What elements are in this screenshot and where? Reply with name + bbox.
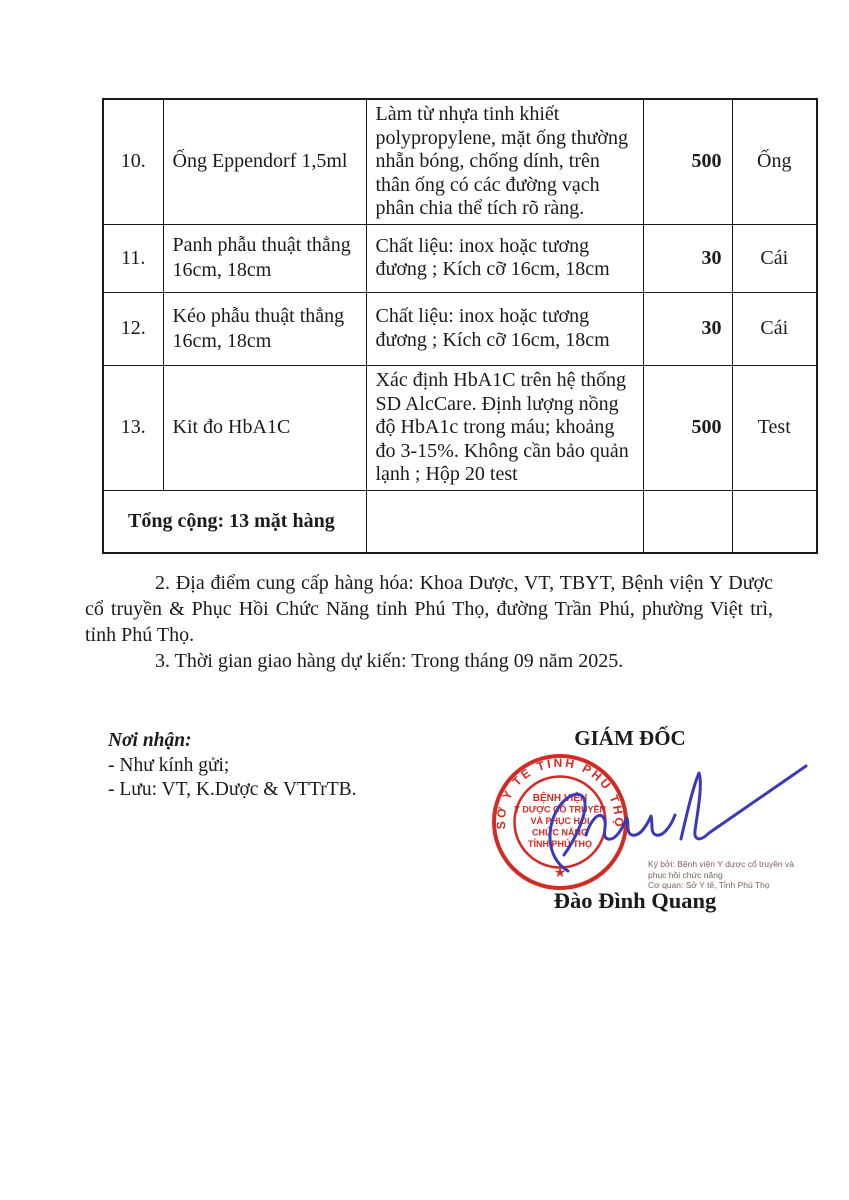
item-name: Kit đo HbA1C	[163, 365, 366, 490]
stamp-star-icon: ★	[553, 864, 567, 880]
item-spec: Chất liệu: inox hoặc tương đương ; Kích cỡ 16cm, 18cm	[366, 292, 643, 365]
table-row	[103, 292, 817, 365]
item-name: Ống Eppendorf 1,5ml	[163, 99, 366, 224]
item-name: Panh phẫu thuật thẳng 16cm, 18cm	[163, 224, 366, 292]
stamp-line: CHỨC NĂNG	[532, 827, 588, 838]
items-table	[102, 98, 818, 554]
item-spec: Làm từ nhựa tinh khiết polypropylene, mặt ống thường nhẵn bóng, chống dính, trên thân ống có các đường vạch phân chia thể tích rõ ràng.	[366, 99, 643, 224]
empty-cell	[366, 490, 643, 553]
digital-signature-info	[648, 859, 800, 891]
table-row	[103, 99, 817, 224]
row-number: 13.	[103, 365, 163, 490]
stamp-line: TỈNH PHÚ THỌ	[528, 839, 592, 849]
stamp-line: BỆNH VIỆN	[532, 793, 588, 804]
stamp-ring-text: SỞ Y TẾ TỈNH PHÚ THỌ	[493, 755, 627, 830]
signing-agency-text: Cơ quan: Sở Y tế, Tỉnh Phú Thọ	[648, 880, 770, 890]
item-quantity: 30	[643, 224, 732, 292]
recipients-block	[108, 729, 356, 803]
signer-name: Đào Đình Quang	[553, 888, 717, 913]
row-number: 10.	[103, 99, 163, 224]
empty-cell	[643, 490, 732, 553]
recipients-title: Nơi nhận:	[108, 730, 192, 751]
director-title: GIÁM ĐỐC	[574, 726, 686, 750]
item-spec: Xác định HbA1C trên hệ thống SD AlcCare. Định lượng nồng độ HbA1c trong máu; khoảng đo 3-15%. Không cần bảo quản lạnh ; Hộp 20 test	[366, 365, 643, 490]
recipient-line: - Lưu: VT, K.Dược & VTTrTB.	[108, 779, 357, 800]
recipient-line: - Như kính gửi;	[108, 754, 230, 776]
paragraph-delivery-time: 3. Thời gian giao hàng dự kiến: Trong tháng 09 năm 2025.	[155, 650, 624, 672]
stamp-line: VÀ PHỤC HỒI	[530, 816, 590, 826]
table-total-row	[103, 490, 817, 553]
body-paragraphs	[85, 570, 773, 674]
row-number: 12.	[103, 292, 163, 365]
table-row	[103, 224, 817, 292]
official-red-stamp	[489, 751, 631, 893]
item-name: Kéo phẫu thuật thẳng 16cm, 18cm	[163, 292, 366, 365]
items-table-container	[102, 98, 818, 554]
item-quantity: 500	[643, 99, 732, 224]
paragraph-delivery-location: 2. Địa điểm cung cấp hàng hóa: Khoa Dược, VT, TBYT, Bệnh viện Y Dược cổ truyền & Phục Hồi Chức Năng tỉnh Phú Thọ, đường Trần Phú, phường Việt trì, tỉnh Phú Thọ.	[85, 572, 773, 646]
item-quantity: 30	[643, 292, 732, 365]
item-unit: Ống	[732, 99, 817, 224]
table-row	[103, 365, 817, 490]
item-spec: Chất liệu: inox hoặc tương đương ; Kích cỡ 16cm, 18cm	[366, 224, 643, 292]
total-label: Tổng cộng: 13 mặt hàng	[103, 490, 366, 553]
signed-by-text: Ký bởi: Bệnh viện Y dược cổ truyền và phục hồi chức năng	[648, 859, 794, 880]
item-unit: Test	[732, 365, 817, 490]
empty-cell	[732, 490, 817, 553]
item-unit: Cái	[732, 292, 817, 365]
item-quantity: 500	[643, 365, 732, 490]
item-unit: Cái	[732, 224, 817, 292]
row-number: 11.	[103, 224, 163, 292]
stamp-line: Y DƯỢC CỔ TRUYỀN	[514, 804, 606, 815]
